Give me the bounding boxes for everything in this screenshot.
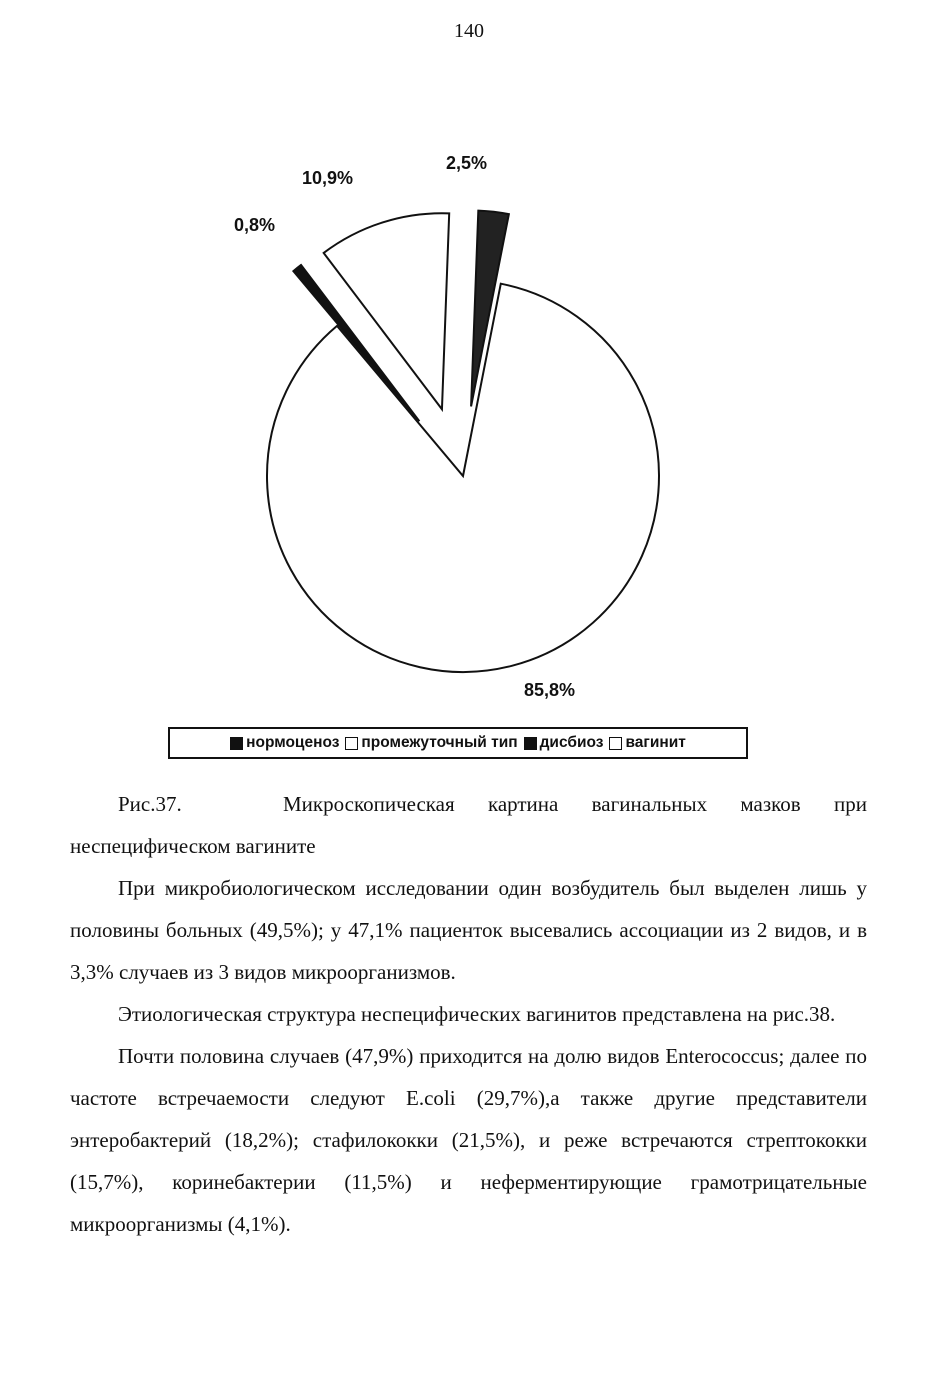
paragraph-2: Этиологическая структура неспецифических вагинитов представлена на рис.38. <box>118 1002 836 1026</box>
body-text <box>70 783 867 1245</box>
legend-swatch-dark-icon <box>230 737 243 750</box>
legend-label: дисбиоз <box>539 734 604 751</box>
pie-label-dysbiosis: 2,5% <box>446 153 488 173</box>
pie-label-intermediate: 10,9% <box>302 168 354 188</box>
paragraph-3: Почти половина случаев (47,9%) приходится на долю видов Enterococcus; далее по частоте встречаемости следуют E.coli (29,7%),а также другие представители энтеробактерий (18,2%); стафилококки (21,5%), и реже встречаются стрептококки (15,7%), коринебактерии (11,5%) и неферментирующие грамотрицательные микроорганизмы (4,1%). <box>70 1044 867 1236</box>
paragraph-1: При микробиологическом исследовании один возбудитель был выделен лишь у половины больных (49,5%); у 47,1% пациенток высевались ассоциации из 2 видов, и в 3,3% случаев из 3 видов микроорганизмов. <box>70 876 867 984</box>
legend-item-normocenosis <box>230 734 339 752</box>
figure-caption <box>70 783 867 867</box>
pie-slice-vaginitis <box>267 284 659 672</box>
chart-legend <box>168 727 748 759</box>
pie-label-normocenosis: 0,8% <box>234 215 276 235</box>
legend-label: промежуточный тип <box>361 734 518 751</box>
legend-swatch-light-icon <box>609 737 622 750</box>
figure-caption-text: Микроскопическая картина вагинальных мазков при неспецифическом вагините <box>70 792 867 858</box>
legend-item-vaginitis <box>609 734 685 752</box>
figure-number: Рис.37. <box>118 792 182 816</box>
legend-swatch-dark-icon <box>524 737 537 750</box>
legend-label: нормоценоз <box>246 734 340 751</box>
legend-label: вагинит <box>625 734 686 751</box>
legend-item-dysbiosis <box>524 734 604 752</box>
legend-swatch-light-icon <box>345 737 358 750</box>
pie-slices <box>267 211 659 672</box>
pie-label-vaginitis: 85,8% <box>524 680 576 700</box>
page-number: 140 <box>454 20 484 42</box>
legend-item-intermediate <box>345 734 517 752</box>
